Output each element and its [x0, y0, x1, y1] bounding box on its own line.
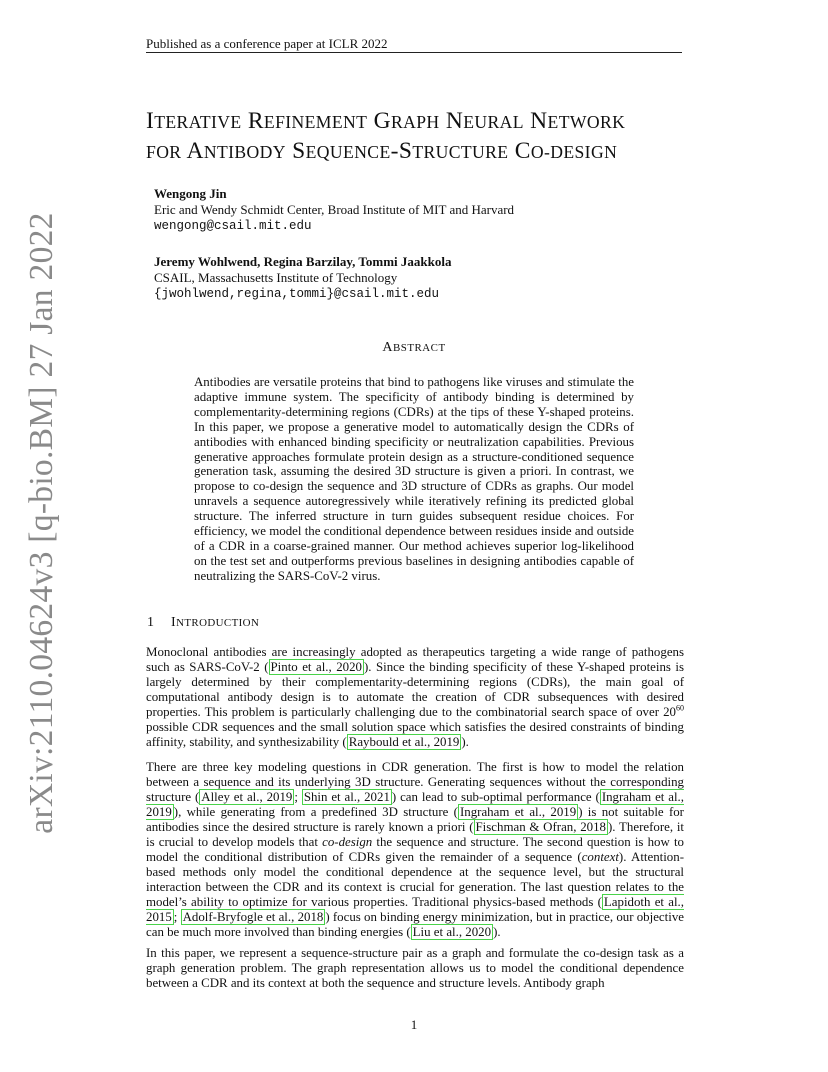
page-number: 1 — [410, 1017, 418, 1032]
author-email[interactable]: {jwohlwend,regina,tommi}@csail.mit.edu — [154, 287, 440, 301]
author-name: Wengong Jin — [154, 186, 227, 201]
citation-link[interactable]: Raybould et al., 2019 — [348, 735, 460, 749]
author-block-1 — [154, 186, 514, 234]
citation-link[interactable]: Shin et al., 2021 — [303, 790, 390, 804]
citation-link[interactable]: Ingraham et al., 2019 — [146, 790, 684, 819]
author-affiliation: Eric and Wendy Schmidt Center, Broad Institute of MIT and Harvard — [154, 202, 515, 217]
paragraph-3: In this paper, we represent a sequence-structure pair as a graph and formulate the co-design task as a graph generation problem. The graph representation allows us to model the conditional dependence between a CDR and its context at both the sequence and structure levels. Antibody graph — [146, 946, 684, 990]
citation-link[interactable]: Alley et al., 2019 — [201, 790, 293, 804]
paragraph-2: There are three key modeling questions in CDR generation. The first is how to model the relation between a sequence and its underlying 3D structure. Generating sequences without the corresponding structure ( Alley et al., 2019 ; Shin et al., 2021 ) can lead to sub-optimal performance ( Ingraham et al., 2019 ), while generating from a predefined 3D structure ( Ingraham et al., 2019 ) is not suitable for antibodies since the desired structure is rarely known a priori ( Fischman & Ofran, 2018 ). Therefore, it is crucial to develop models that co-design the sequence and structure. The second question is how to model the conditional distribution of CDRs given the remainder of a sequence (context). Attention-based methods only model the conditional dependence at the sequence level, but the structural interaction between the CDR and its context is crucial for generation. The last question relates to the model’s ability to optimize for various properties. Traditional physics-based methods ( Lapidoth et al., 2015 ; Adolf-Bryfogle et al., 2018 ) focus on binding energy minimization, but in practice, our objective can be much more involved than binding energies ( Liu et al., 2020 ). — [146, 760, 685, 939]
author-name: Jeremy Wohlwend, Regina Barzilay, Tommi Jaakkola — [154, 254, 452, 269]
citation-link[interactable]: Pinto et al., 2020 — [270, 660, 362, 674]
author-email[interactable]: wengong@csail.mit.edu — [154, 219, 312, 233]
paragraph-1: Monoclonal antibodies are increasingly adopted as therapeutics targeting a wide range of pathogens such as SARS-CoV-2 ( Pinto et al., 2020 ). Since the binding specificity of these Y-shaped proteins is largely determined by their complementarity-determining regions (CDRs), the main goal of computational antibody design is to automate the creation of CDR subsequences with desired properties. This problem is particularly challenging due to the combinatorial search space of over $20^{60}$ possible CDR sequences and the small solution space which satisfies the desired constraints of binding affinity, stability, and synthesizability ( Raybould et al., 2019 ). — [146, 645, 685, 749]
title-line-2: FOR ANTIBODY SEQUENCE-STRUCTURE CO-DESIGN — [146, 138, 618, 164]
running-header: Published as a conference paper at ICLR 2022 — [146, 36, 388, 51]
abstract-text: Antibodies are versatile proteins that bind to pathogens like viruses and stimulate the adaptive immune system. The specificity of antibody binding is determined by complementarity-determining regions (CDRs) at the tips of these Y-shaped proteins. In this paper, we propose a generative model to automatically design the CDRs of antibodies with enhanced binding specificity or neutralization capabilities. Previous generative approaches formulate protein design as a structure-conditioned sequence generation task, assuming the desired 3D structure is given a priori. In contrast, we propose to co-design the sequence and 3D structure of CDRs as graphs. Our model unravels a sequence autoregressively while iteratively refining its predicted global structure. The inferred structure in turn guides subsequent residue choices. For efficiency, we model the conditional dependence between residues inside and outside of a CDR in a coarse-grained manner. Our method achieves superior log-likelihood on the test set and outperforms previous baselines in designing antibodies capable of neutralizing the SARS-CoV-2 virus. — [194, 375, 634, 583]
citation-link[interactable]: Lapidoth et al., 2015 — [146, 895, 684, 924]
author-affiliation: CSAIL, Massachusetts Institute of Technology — [154, 270, 398, 285]
citation-link[interactable]: Adolf-Bryfogle et al., 2018 — [182, 910, 324, 924]
arxiv-stamp: arXiv:2110.04624v3 [q-bio.BM] 27 Jan 2022 — [23, 212, 60, 834]
citation-link[interactable]: Fischman & Ofran, 2018 — [475, 820, 607, 834]
title-line-1: ITERATIVE REFINEMENT GRAPH NEURAL NETWORK — [146, 108, 626, 134]
citation-link[interactable]: Liu et al., 2020 — [412, 925, 492, 939]
abstract-heading: ABSTRACT — [382, 340, 446, 355]
section-heading: 1 INTRODUCTION — [147, 615, 260, 630]
header-rule — [146, 52, 682, 53]
citation-link[interactable]: Ingraham et al., 2019 — [459, 805, 577, 819]
author-block-2 — [154, 254, 451, 302]
paper-title — [146, 107, 706, 167]
